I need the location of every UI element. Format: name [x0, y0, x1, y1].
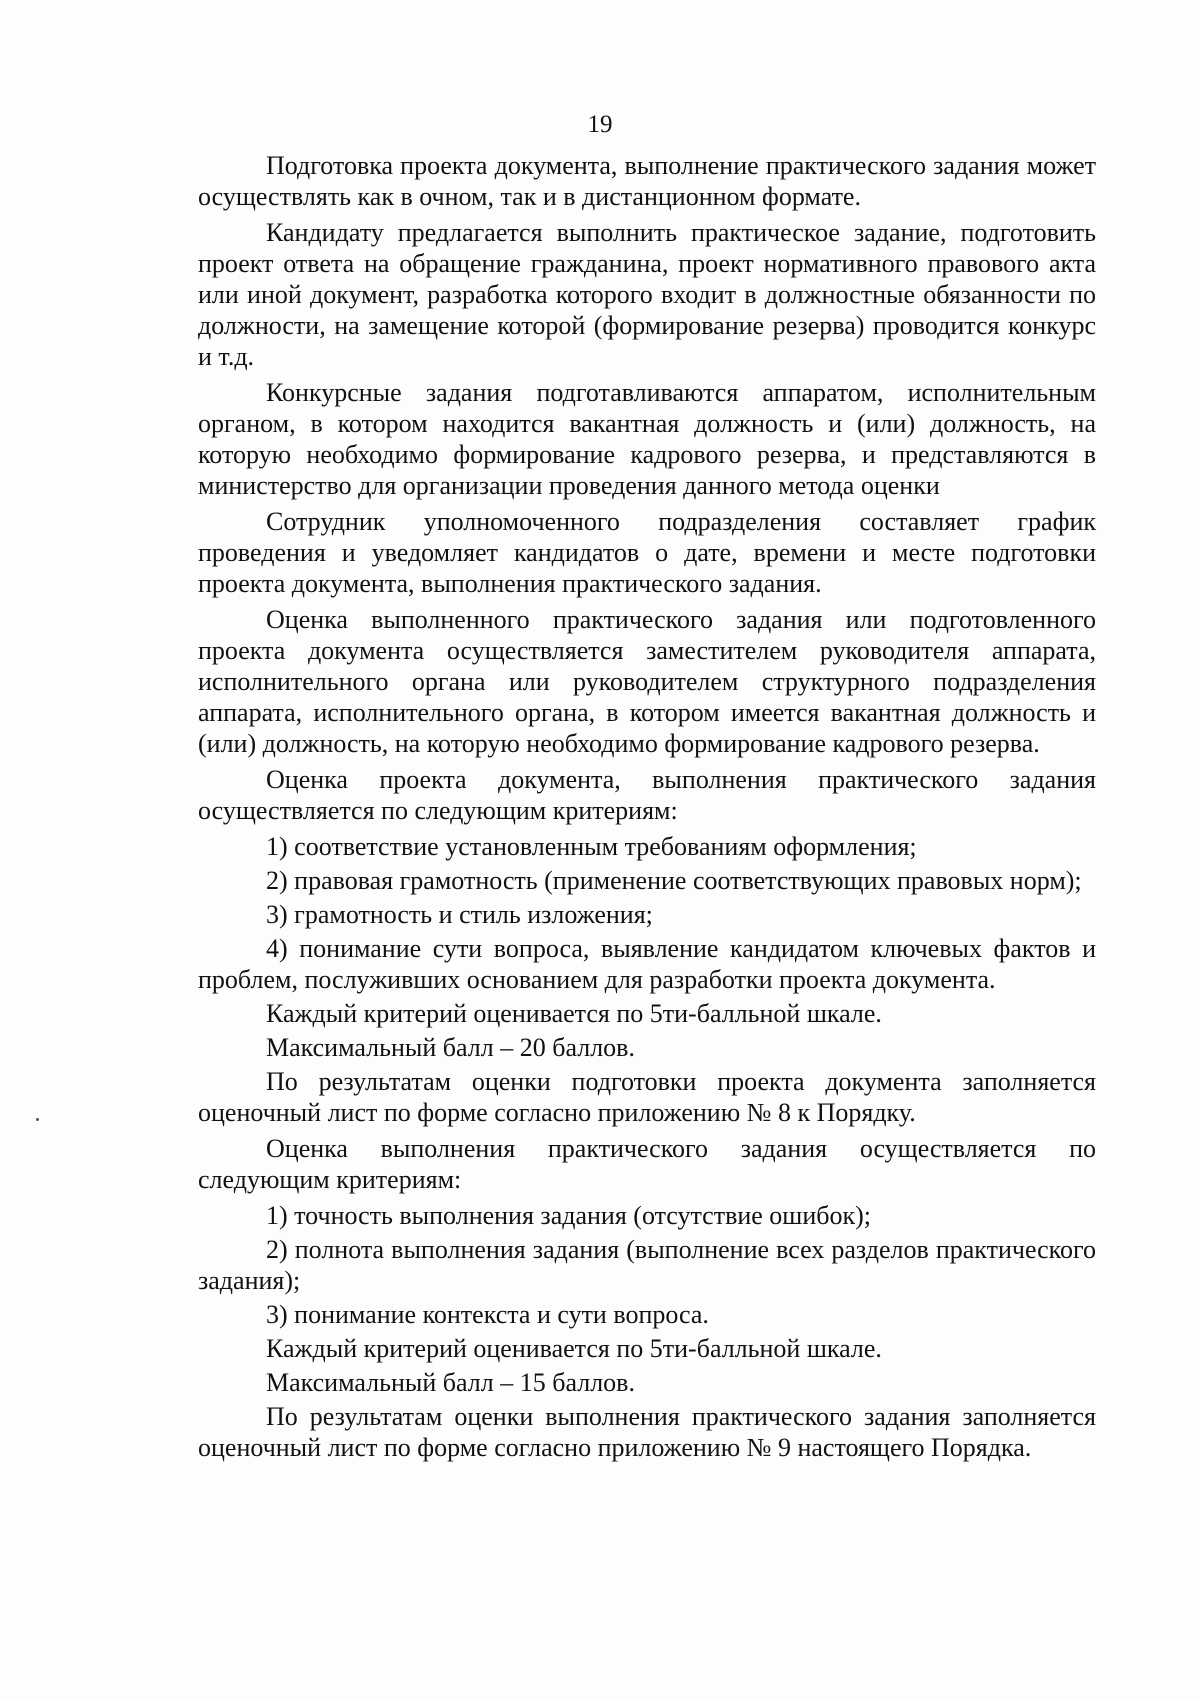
list-item: 1) точность выполнения задания (отсутствие ошибок); [266, 1201, 871, 1230]
list-item: 2) правовая грамотность (применение соответствующих правовых норм); [266, 866, 1082, 895]
paragraph-competition-tasks: Конкурсные задания подготавливаются аппаратом, исполнительным органом, в котором находится вакантная должность и (или) должность, на которую необходимо формирование кадрового резерва, и представляются в министерство для организации проведения данного метода оценки [198, 378, 1096, 500]
paragraph-scale: Каждый критерий оценивается по 5ти-балльной шкале. [266, 1334, 882, 1363]
paragraph-format: Подготовка проекта документа, выполнение практического задания может осуществлять как в очном, так и в дистанционном формате. [198, 151, 1096, 211]
paragraph-max-score: Максимальный балл – 20 баллов. [266, 1033, 635, 1062]
paragraph-evaluation-sheet: По результатам оценки подготовки проекта документа заполняется оценочный лист по форме согласно приложению № 8 к Порядку. [198, 1067, 1096, 1127]
list-item: 2) полнота выполнения задания (выполнение всех разделов практического задания); [198, 1235, 1096, 1295]
list-item: 3) понимание контекста и сути вопроса. [266, 1300, 709, 1329]
list-item: 3) грамотность и стиль изложения; [266, 900, 653, 929]
paragraph-task-criteria-intro: Оценка выполнения практического задания осуществляется по следующим критериям: [198, 1134, 1096, 1194]
paragraph-evaluation-sheet: По результатам оценки выполнения практического задания заполняется оценочный лист по форме согласно приложению № 9 настоящего Порядка. [198, 1402, 1096, 1462]
scan-artifact [36, 1118, 39, 1121]
paragraph-scale: Каждый критерий оценивается по 5ти-балльной шкале. [266, 999, 882, 1028]
paragraph-schedule: Сотрудник уполномоченного подразделения составляет график проведения и уведомляет кандидатов о дате, времени и месте подготовки проекта документа, выполнения практического задания. [198, 507, 1096, 598]
list-item: 4) понимание сути вопроса, выявление кандидатом ключевых фактов и проблем, послуживших основанием для разработки проекта документа. [198, 934, 1096, 994]
page-number: 19 [587, 111, 613, 138]
paragraph-assessment-by: Оценка выполненного практического задания или подготовленного проекта документа осуществляется заместителем руководителя аппарата, исполнительного органа или руководителем структурного подразделения аппарата, исполнительного органа, в котором имеется вакантная должность и (или) должность, на которую необходимо формирование кадрового резерва. [198, 605, 1096, 758]
document-body [198, 150, 1096, 1468]
list-item: 1) соответствие установленным требованиям оформления; [266, 832, 917, 861]
paragraph-candidate-task: Кандидату предлагается выполнить практическое задание, подготовить проект ответа на обращение гражданина, проект нормативного правового акта или иной документ, разработка которого входит в должностные обязанности по должности, на замещение которой (формирование резерва) проводится конкурс и т.д. [198, 218, 1096, 371]
paragraph-criteria-intro: Оценка проекта документа, выполнения практического задания осуществляется по следующим критериям: [198, 765, 1096, 825]
paragraph-max-score: Максимальный балл – 15 баллов. [266, 1368, 635, 1397]
